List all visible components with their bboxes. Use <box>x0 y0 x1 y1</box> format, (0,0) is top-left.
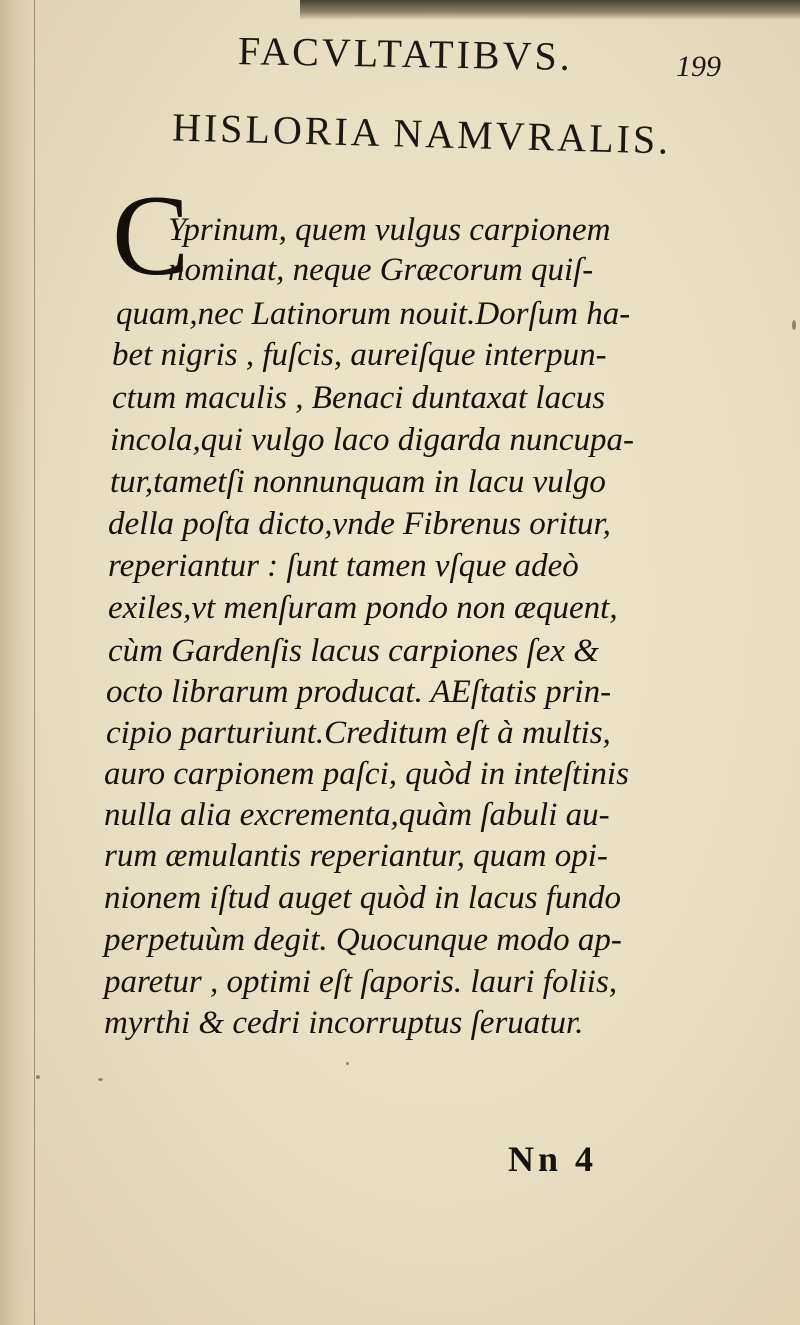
drop-cap: C <box>112 172 190 300</box>
paper-speck <box>792 320 796 330</box>
text-line: octo librarum producat. AEſtatis prin- <box>106 674 612 710</box>
running-head: FACVLTATIBVS. <box>237 28 574 79</box>
text-line: nionem iſtud auget quòd in lacus fundo <box>104 880 621 916</box>
text-line: ctum maculis , Benaci duntaxat lacus <box>112 380 606 416</box>
text-line: myrthi & cedri incorruptus ſeruatur. <box>104 1005 584 1041</box>
text-line: paretur , optimi eſt ſaporis. lauri foliis, <box>104 964 618 1000</box>
text-line: bet nigris , fuſcis, aureiſque interpun- <box>112 337 607 373</box>
text-line: nominat, neque Græcorum quiſ- <box>168 252 594 288</box>
text-line: cùm Gardenſis lacus carpiones ſex & <box>108 633 599 669</box>
text-line: rum æmulantis reperiantur, quam opi- <box>104 838 608 874</box>
text-line: auro carpionem paſci, quòd in inteſtinis <box>104 756 629 792</box>
text-line: cipio parturiunt.Creditum eſt à multis, <box>106 715 611 751</box>
section-title: HISLORIA NAMVRALIS. <box>171 104 672 163</box>
body-text <box>104 0 764 1325</box>
text-line: perpetuùm degit. Quocunque modo ap- <box>104 922 622 958</box>
text-line: exiles,vt menſuram pondo non æquent, <box>108 590 618 626</box>
text-line: della poſta dicto,vnde Fibrenus oritur, <box>108 506 611 542</box>
text-line: reperiantur : ſunt tamen vſque adeò <box>108 548 579 584</box>
paper-speck <box>98 1078 103 1081</box>
signature-mark: Nn 4 <box>508 1139 598 1179</box>
paper-speck <box>346 1062 349 1065</box>
paper-speck <box>36 1075 40 1079</box>
page-gutter <box>0 0 35 1325</box>
text-line: Yprinum, quem vulgus carpionem <box>168 212 611 248</box>
text-line: quam,nec Latinorum nouit.Dorſum ha- <box>116 296 631 332</box>
text-line: incola,qui vulgo laco digarda nuncupa- <box>110 422 634 458</box>
page-number: 199 <box>676 50 721 83</box>
text-line: tur,tametſi nonnunquam in lacu vulgo <box>110 464 606 500</box>
text-line: nulla alia excrementa,quàm ſabuli au- <box>104 797 610 833</box>
